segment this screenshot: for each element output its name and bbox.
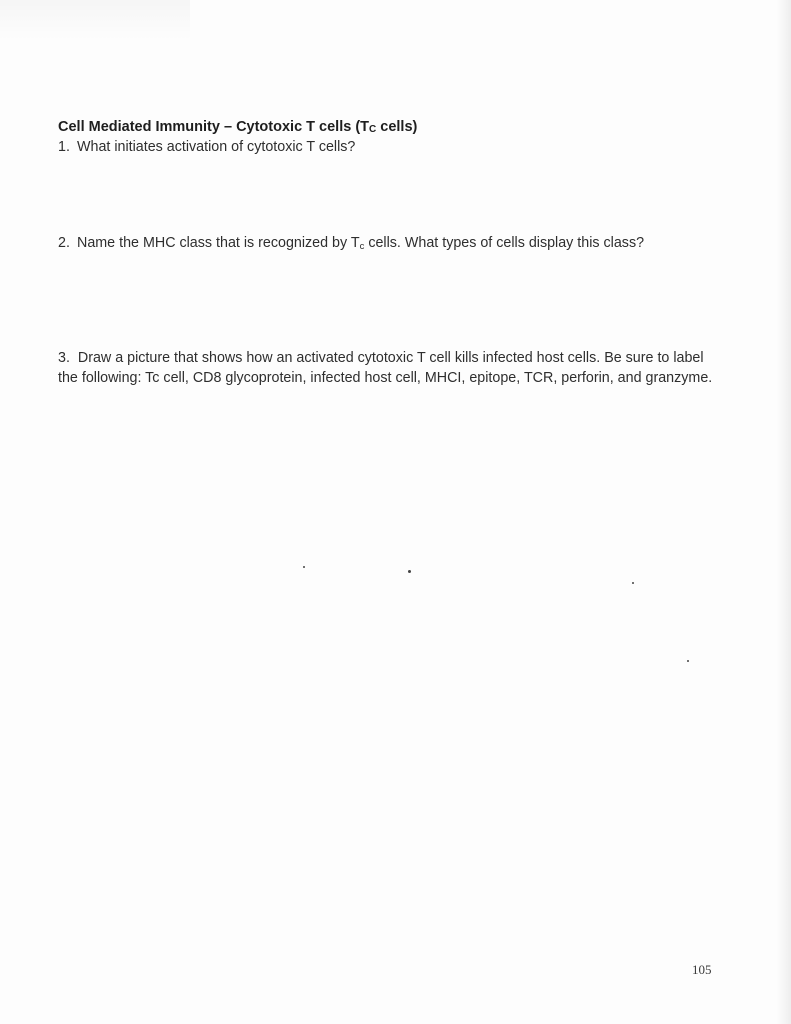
scan-speck	[408, 570, 411, 573]
page-number: 105	[692, 962, 712, 977]
question-3-text: Draw a picture that shows how an activated cytotoxic T cell kills infected host cells. Be sure to label the following: Tc cell, CD8 glycoprotein, infected host cell, MHCI, epitope, TCR, perforin, and granzyme.	[58, 350, 713, 386]
scan-edge-shadow	[777, 0, 791, 1024]
question-2	[58, 233, 644, 257]
heading-text: Cell Mediated Immunity – Cytotoxic T cells (T	[58, 119, 370, 135]
scan-speck	[632, 582, 634, 584]
question-2-text: Name the MHC class that is recognized by T	[77, 235, 360, 251]
scan-smudge	[0, 0, 190, 40]
question-2-text-end: cells. What types of cells display this class?	[364, 235, 645, 251]
heading-text-end: cells)	[376, 119, 418, 135]
question-2-subscript: c	[359, 241, 365, 252]
question-2-number: 2.	[58, 235, 70, 251]
scan-speck	[687, 660, 689, 662]
question-3-number: 3.	[58, 350, 70, 366]
question-1-number: 1.	[58, 139, 70, 155]
heading-subscript: C	[369, 124, 377, 135]
question-1-text: What initiates activation of cytotoxic T cells?	[77, 139, 356, 155]
question-1	[58, 137, 355, 157]
scan-speck	[303, 566, 305, 568]
section-heading	[58, 119, 417, 135]
question-3	[58, 348, 718, 388]
